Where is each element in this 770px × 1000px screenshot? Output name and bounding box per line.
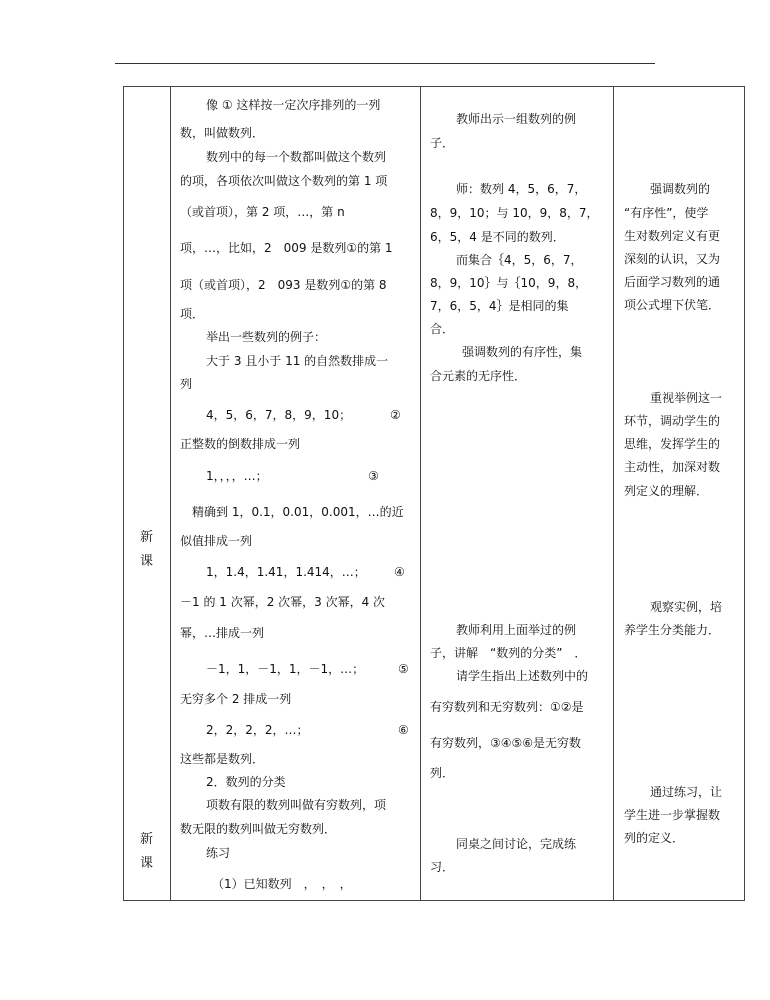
content-line: 数，叫做数列． <box>180 126 265 140</box>
content-line: －1 的 1 次幂，2 次幂，3 次幂，4 次 <box>180 595 386 609</box>
activity-line: 子． <box>430 136 455 150</box>
content-line: 项． <box>180 307 205 321</box>
lesson-table <box>123 86 745 901</box>
column-divider <box>420 87 421 900</box>
sequence-marker: ⑥ <box>398 723 409 737</box>
content-line: 精确到 1，0.1，0.01，0.001，…的近 <box>192 505 404 519</box>
activity-line: 教师利用上面举过的例 <box>456 623 577 637</box>
header-rule <box>115 63 655 64</box>
content-line: 的项，各项依次叫做这个数列的第 1 项 <box>180 174 388 188</box>
section-label-char: 新 <box>140 832 154 847</box>
activity-line: 师：数列 4，5，6，7， <box>456 182 587 196</box>
activity-line: 合元素的无序性． <box>430 369 527 383</box>
intent-line: 列的定义． <box>624 831 685 845</box>
sequence-marker: ② <box>390 408 401 422</box>
content-line: 列 <box>180 377 193 391</box>
content-line: 似值排成一列 <box>180 534 253 548</box>
column-divider <box>613 87 614 900</box>
content-line: 像 ① 这样按一定次序排列的一列 <box>206 98 381 112</box>
section-label-char: 课 <box>140 554 154 569</box>
intent-line: “有序性”，使学 <box>624 206 709 220</box>
content-line: 练习 <box>206 846 231 860</box>
intent-line: 深刻的认识，又为 <box>624 252 721 266</box>
activity-line: 教师出示一组数列的例 <box>456 112 577 126</box>
sequence-marker: ③ <box>368 469 379 483</box>
sequence-marker: ⑤ <box>398 662 409 676</box>
activity-line: 列． <box>430 766 455 780</box>
activity-line: 子，讲解 “数列的分类” ． <box>430 646 587 660</box>
intent-line: 重视举例这一 <box>650 391 723 405</box>
activity-line: 6，5，4 是不同的数列． <box>430 230 565 244</box>
activity-line: 同桌之间讨论，完成练 <box>456 837 577 851</box>
intent-line: 环节，调动学生的 <box>624 414 721 428</box>
column-divider <box>170 87 171 900</box>
activity-line: 7，6，5，4｝是相同的集 <box>430 299 569 313</box>
content-line: 4，5，6，7，8，9，10； <box>206 408 352 422</box>
intent-line: 后面学习数列的通 <box>624 275 721 289</box>
content-line: 举出一些数列的例子： <box>206 330 327 344</box>
content-line: 无穷多个 2 排成一列 <box>180 692 292 706</box>
activity-line: 8，9，10；与 10，9，8，7， <box>430 206 599 220</box>
sequence-marker: ④ <box>394 565 405 579</box>
intent-line: 养学生分类能力． <box>624 623 721 637</box>
intent-line: 列定义的理解． <box>624 484 709 498</box>
intent-line: 项公式埋下伏笔． <box>624 298 721 312</box>
content-line: 1，1.4，1.41，1.414，…； <box>206 565 366 579</box>
content-line: 数无限的数列叫做无穷数列． <box>180 822 337 836</box>
intent-line: 观察实例，培 <box>650 600 723 614</box>
content-line: 大于 3 且小于 11 的自然数排成一 <box>206 354 389 368</box>
section-heading: 2．数列的分类 <box>206 775 286 789</box>
intent-line: 主动性，加深对数 <box>624 460 721 474</box>
intent-line: 通过练习，让 <box>650 785 723 799</box>
content-line: （或首项），第 2 项，…，第 n <box>180 205 345 219</box>
activity-line: 请学生指出上述数列中的 <box>456 669 589 683</box>
content-line: 正整数的倒数排成一列 <box>180 437 301 451</box>
activity-line: 习． <box>430 860 455 874</box>
activity-line: 合． <box>430 322 455 336</box>
content-line: 幂，…排成一列 <box>180 626 265 640</box>
activity-line: 有穷数列和无穷数列：①②是 <box>430 700 584 714</box>
content-line: 这些都是数列． <box>180 752 265 766</box>
activity-line: 8，9，10｝与｛10，9，8， <box>430 276 588 290</box>
intent-line: 学生进一步掌握数 <box>624 808 721 822</box>
content-line: 数列中的每一个数都叫做这个数列 <box>206 150 387 164</box>
content-line: （1）已知数列 ， ， ， <box>212 877 352 891</box>
content-line: 1，，，，…； <box>206 469 268 483</box>
content-line: －1，1，－1，1，－1，…； <box>206 662 365 676</box>
content-line: 项数有限的数列叫做有穷数列，项 <box>206 798 387 812</box>
activity-line: 有穷数列，③④⑤⑥是无穷数 <box>430 736 582 750</box>
content-line: 2，2，2，2，…； <box>206 723 309 737</box>
intent-line: 生对数列定义有更 <box>624 229 721 243</box>
content-line: 项，…，比如，2 009 是数列①的第 1 <box>180 241 393 255</box>
content-line: 项（或首项），2 093 是数列①的第 8 <box>180 278 387 292</box>
intent-line: 思维，发挥学生的 <box>624 437 721 451</box>
section-label-char: 新 <box>140 530 154 545</box>
section-label-char: 课 <box>140 856 154 871</box>
intent-line: 强调数列的 <box>650 182 711 196</box>
activity-line: 强调数列的有序性，集 <box>462 345 583 359</box>
activity-line: 而集合｛4，5，6，7， <box>456 253 583 267</box>
